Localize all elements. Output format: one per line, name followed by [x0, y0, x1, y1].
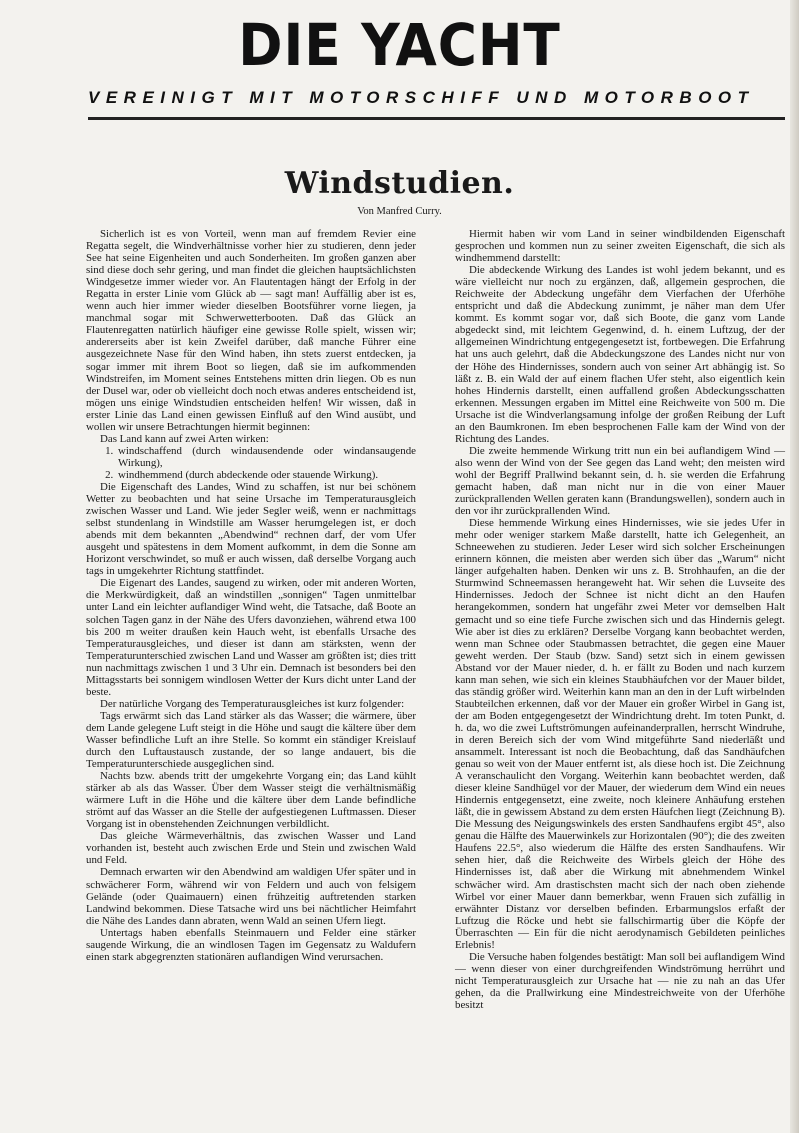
paragraph: Die zweite hemmende Wirkung tritt nun ein bei auflandigem Wind — also wenn der Wind von der See gegen das Land weht; den meisten wird wohl der Begriff Prallwind bekannt sein, d. h. sie werden die Erfahrung gemacht haben, daß man nicht nur in die von einer Mauer zurückprallenden Wellen geraten kann (Brandungswellen), sondern auch in den vor ihr zurückprallenden Wind.	[455, 444, 785, 518]
paragraph: Sicherlich ist es von Vorteil, wenn man auf fremdem Revier eine Regatta segelt, die Windverhältnisse vorher hier zu studieren, denn jeder See hat seine Eigenheiten und auch Sonderheiten. Im großen ganzen aber sind diese doch sehr gering, und man findet die gleichen hauptsächlichsten Windgesetze immer wieder vor. An Flautentagen hängt der Erfolg in der Regatta in erster Linie vom Glück ab — sagt man! Auffällig aber ist es, wenn auch hier immer wieder dieselben Bootsführer vorne liegen, ja manchmal sogar mit Schwerwetterbooten. Daß das Glück an Flautenregatten natürlich häufiger eine gewisse Rolle spielt, wissen wir; andererseits aber ist kein Zweifel darüber, daß manche Führer eine ausgezeichnete Nase für den Wind haben, ihn stets zuerst entdecken, ja sogar immer mit ihrem Boot so liegen, daß sie im aufkommenden Windstreifen, im Moment seines Entstehens mitten drin liegen. Ob es nun der Dusel war, oder ob vielleicht doch noch etwas anderes entscheidend ist, mögen uns einige Windstudien entscheiden helfen! Wir wissen, daß in erster Linie das Land einen gewissen Einfluß auf den Wind ausübt, und wollen wir unsere Betrachtungen hiermit beginnen:	[86, 228, 416, 433]
paragraph: Der natürliche Vorgang des Temperaturausgleiches ist kurz folgender:	[100, 697, 405, 710]
paragraph: Das Land kann auf zwei Arten wirken:	[100, 432, 269, 445]
paragraph: Nachts bzw. abends tritt der umgekehrte Vorgang ein; das Land kühlt stärker ab als das Wasser. Über dem Wasser steigt die verhältnismäßig wärmere Luft in die Höhe und die kältere über dem Lande befindliche strömt auf das Wasser an die Stelle der aufgestiegenen Luftmassen. Dieser Vorgang ist in obenstehenden Zeichnungen verbildlicht.	[86, 770, 416, 831]
masthead-title: DIE YACHT	[238, 11, 561, 79]
article-byline: Von Manfred Curry.	[357, 206, 442, 217]
list-item: 1. windschaffend (durch windausendende oder windansaugende Wirkung),	[116, 445, 416, 469]
numbered-list	[86, 445, 416, 481]
paragraph: Die Eigenart des Landes, saugend zu wirken, oder mit anderen Worten, die Merkwürdigkeit, daß an windstillen „sonnigen“ Tagen unmittelbar unter Land ein leichter auflandiger Wind weht, die Tatsache, daß Boote an solchen Tagen ganz in der Nähe des Ufers davonziehen, während etwa 100 bis 200 m weiter draußen kein Hauch weht, ist ebenfalls Ursache des Temperaturausgleiches, und dieser ist dann am stärksten, wenn der Temperaturunterschied zwischen Land und Wasser am größten ist; dies tritt nun nachmittags zwischen 1 und 3 Uhr ein. Demnach ist besonders bei den Mittagsstarts bei sonnigem windlosen Wetter der Kurs dicht unter Land der beste.	[86, 577, 416, 698]
right-column	[455, 228, 785, 1011]
paragraph: Untertags haben ebenfalls Steinmauern und Felder eine stärker saugende Wirkung, die an windlosen Tagen im Gegensatz zu Waldufern einen stark abgegrenzten stationären auflandigen Wind verursachen.	[86, 926, 416, 963]
page-edge-shadow	[790, 0, 799, 1133]
list-item: 2. windhemmend (durch abdeckende oder stauende Wirkung).	[116, 469, 416, 481]
masthead-rule	[88, 117, 785, 120]
paragraph: Die Eigenschaft des Landes, Wind zu schaffen, ist nur bei schönem Wetter zu beobachten und hat seine Ursache im Temperaturausgleich zwischen Wasser und Land. Wie jeder Segler weiß, wenn er nachmittags selbst stundenlang in Windstille am Wasser herumgelegen ist, er doch abends mit dem bekannten „Abendwind“ rechnen darf, der vom Ufer ausgeht und spätestens in dem Moment aufkommt, in dem die Sonne am Horizont verschwindet, so muß er auch wissen, daß derselbe Vorgang auch tags in umgekehrter Richtung stattfindet.	[86, 480, 416, 578]
article-title: Windstudien.	[284, 166, 515, 201]
paragraph: Die abdeckende Wirkung des Landes ist wohl jedem bekannt, und es wäre vielleicht nur noch zu ergänzen, daß, allgemein gesprochen, die Reichweite der Abdeckung ungefähr dem Vierfachen der Uferhöhe entspricht und daß die Abdeckung zunimmt, je näher man dem Ufer kommt. Es kommt sogar vor, daß sich Boote, die ganz vom Lande abgedeckt sind, mit leichtem Gegenwind, d. h. einem Luftzug, der der allgemeinen Windrichtung entgegengesetzt ist, fortbewegen. Die Erfahrung hat uns auch gelehrt, daß die Abdeckungszone des Landes nicht nur von der Höhe des Hindernisses, sondern auch von seiner Art abhängig ist. So läßt z. B. ein Wald der auf einem flachen Ufer steht, also eigentlich kein hohes Hindernis darstellt, einen auffallend großen Abdeckungsschatten erkennen. Messungen ergaben im Mittel eine Reichweite von 500 m. Die Ursache ist die Windverlangsamung infolge der großen Reibung der Luft an den Baumkronen. Im eben besprochenen Falle kam der Wind von der Richtung des Landes.	[455, 264, 785, 445]
paragraph: Die Versuche haben folgendes bestätigt: Man soll bei auflandigem Wind — wenn dieser von einer durchgreifenden Windströmung herrührt und nicht Temperaturausgleich zur Ursache hat — nie zu nah an das Ufer gehen, da die Prallwirkung eine Mindestreichweite von der Uferhöhe besitzt	[455, 950, 785, 1011]
paragraph: Das gleiche Wärmeverhältnis, das zwischen Wasser und Land vorhanden ist, besteht auch zwischen Erde und Stein und zwischen Wald und Feld.	[86, 830, 416, 867]
paragraph: Hiermit haben wir vom Land in seiner windbildenden Eigenschaft gesprochen und kommen nun zu seiner zweiten Eigenschaft, die sich als windhemmend darstellt:	[455, 228, 785, 265]
masthead-subtitle: VEREINIGT MIT MOTORSCHIFF UND MOTORBOOT	[88, 88, 755, 107]
paragraph: Tags erwärmt sich das Land stärker als das Wasser; die wärmere, über dem Lande gelegene Luft steigt in die Höhe und saugt die kältere über dem Wasser befindliche Luft an ihre Stelle. So kommt ein ständiger Kreislauf durch den Luftaustausch zustande, der so lange andauert, bis die Temperaturunterschiede ausgeglichen sind.	[86, 709, 416, 771]
paragraph: Diese hemmende Wirkung eines Hindernisses, wie sie jedes Ufer in mehr oder weniger starkem Maße darstellt, hatte ich Gelegenheit, an Schneewehen zu studieren. Jeder Leser wird sich solcher Erscheinungen erinnern können, die meisten aber werden sich über das „Warum“ nicht länger aufgehalten haben. Denken wir uns z. B. Strohhaufen, an die der Sturmwind Schneemassen herangeweht hat. Wir sehen die Luvseite des Hindernisses. Jedoch der Schnee ist nicht dicht an den Haufen herangekommen, sondern hat ungefähr zwei Meter vor demselben Halt gemacht und so eine tiefe Furche zwischen sich und das Hindernis gelegt. Wie aber ist dies zu erklären? Derselbe Vorgang kann beobachtet werden, wenn man Schnee oder Staubmassen betrachtet, die gegen eine Mauer geweht werden. Der Staub (bzw. Sand) setzt sich in einem gewissen Abstand vor der Mauer nieder, d. h. er fällt zu Boden und nach kurzem kann man sehen, wie sich ein kleines Staubhäufchen vor der Mauer bildet, das ständig größer wird. Weiterhin kann man an den in der Luft wirbelnden Staubteilchen erkennen, daß vor der Mauer ein großer Wirbel in Gang ist, der am Boden entgegengesetzt der Windrichtung dreht. Im toten Punkt, d. h. da, wo die zwei Luftströmungen aufeinanderprallen, herrscht Windruhe, in deren Bereich sich der vom Wind mitgeführte Sand niederläßt und ansammelt. Interessant ist noch die Beobachtung, daß das Sandhäufchen genau so weit von der Mauer entfernt ist, als diese hoch ist. Die Zeichnung A veranschaulicht den Vorgang. Weiterhin kann beobachtet werden, daß dieser kleine Sandhügel vor der Mauer, der wiederum dem Wind ein neues Hindernis entgegensetzt, eine zweite, noch kleinere Anhäufung erstehen läßt, die in gewissem Abstand zu dem ersten Häufchen liegt (Zeichnung B). Die Messung des Neigungswinkels des ersten Sandhaufens ergibt 45°, also genau die Hälfte des Mauerwinkels zur Horizontalen (90°); die des zweiten Haufens 22.5°, also wiederum die Hälfte des ersten Sandhaufens. Wir sehen hier, daß die Reichweite des Wirbels gleich der Höhe des Hindernisses ist, daß aber die Wirkung mit abnehmendem Winkel schwächer wird. Am drastischsten macht sich der nach oben ziehende Wirbel vor einer Mauer dann bemerkbar, wenn Frauen sich zufällig in erwähnter Distanz vor derselben befinden. Erbarmungslos erfaßt der Luftzug die Röcke und hebt sie fallschirmartig über die Köpfe der Überraschten — Ein für die nicht aerodynamisch Gebildeten peinliches Erlebnis!	[455, 517, 785, 951]
paragraph: Demnach erwarten wir den Abendwind am waldigen Ufer später und in schwächerer Form, während wir von Feldern und auch von felsigem Gelände (oder Quaimauern) einen frühzeitig auftretenden starken Landwind bekommen. Diese Tatsache wird uns bei nächtlicher Heimfahrt die Nähe des Landes dann abraten, wenn Wald an seinen Ufern liegt.	[86, 866, 416, 927]
masthead	[0, 11, 799, 79]
left-column	[86, 228, 416, 963]
